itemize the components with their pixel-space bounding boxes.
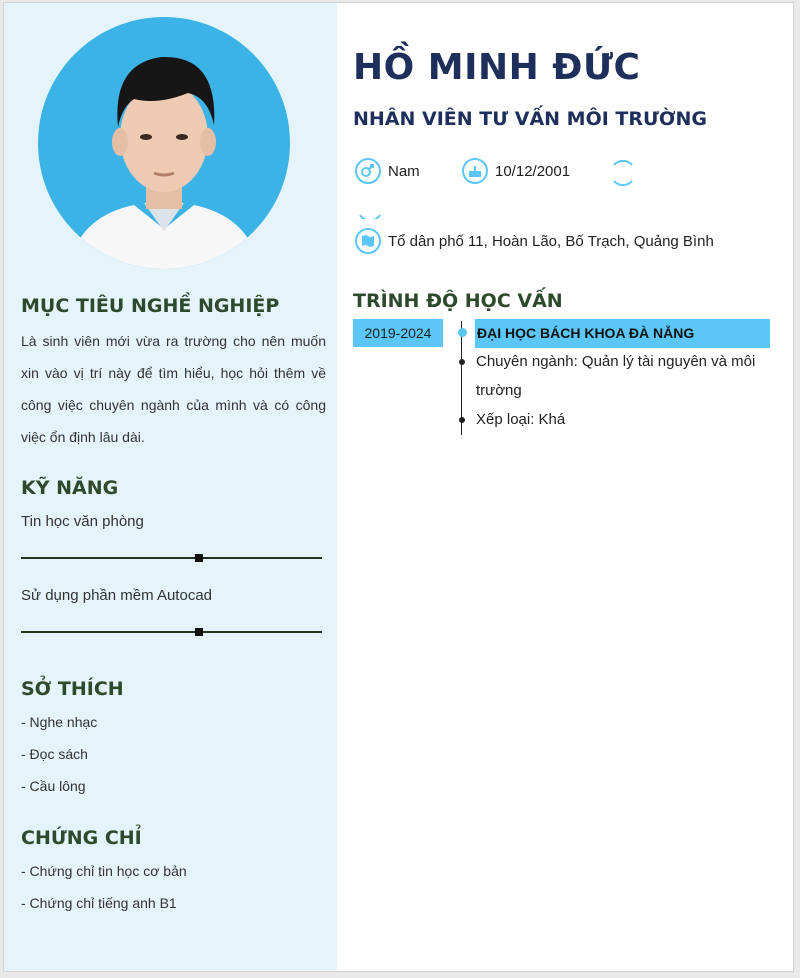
skill-level-knob: [195, 554, 203, 562]
page-title: HỒ MINH ĐỨC: [353, 47, 641, 88]
skill-bar: [21, 631, 322, 633]
hobbies-title: SỞ THÍCH: [21, 678, 124, 700]
education-major: Chuyên ngành: Quản lý tài nguyên và môi trường: [476, 353, 756, 399]
certificates-title: CHỨNG CHỈ: [21, 827, 142, 849]
education-grade: Xếp loại: Khá: [476, 411, 566, 428]
list-item: - Chứng chỉ tiếng anh B1: [21, 895, 177, 911]
email-icon: [356, 203, 384, 219]
gender-icon: [354, 157, 382, 185]
list-item: - Chứng chỉ tin học cơ bản: [21, 863, 187, 879]
birthday-cake-icon: [461, 157, 489, 185]
skill-level-knob: [195, 628, 203, 636]
job-title: NHÂN VIÊN TƯ VẤN MÔI TRƯỜNG: [353, 108, 707, 130]
birthday-value: 10/12/2001: [495, 162, 571, 180]
sidebar: [4, 3, 337, 971]
skill-name: Tin học văn phòng: [21, 513, 144, 530]
certificates-list: [21, 855, 187, 919]
gender-info: [354, 157, 420, 185]
phone-icon: [610, 159, 636, 187]
list-item: - Nghe nhạc: [21, 714, 98, 730]
education-period: 2019-2024: [353, 319, 443, 347]
skill-bar: [21, 557, 322, 559]
list-item: - Đọc sách: [21, 746, 88, 762]
gender-value: Nam: [388, 162, 420, 180]
timeline-bullet: [459, 417, 465, 423]
hobbies-list: [21, 706, 97, 802]
list-item: - Cầu lông: [21, 778, 86, 794]
timeline-bullet: [459, 359, 465, 365]
skill-name: Sử dụng phần mềm Autocad: [21, 587, 213, 604]
address-info: [354, 227, 714, 255]
timeline-dot: [458, 328, 467, 337]
school-name: ĐẠI HỌC BÁCH KHOA ĐÀ NẴNG: [475, 319, 770, 348]
objective-title: MỤC TIÊU NGHỀ NGHIỆP: [21, 295, 280, 317]
avatar: [38, 17, 290, 269]
objective-text: Là sinh viên mới vừa ra trường cho nên muốn xin vào vị trí này để tìm hiểu, học hỏi thêm về công việc chuyên ngành của mình và có công việc ổn định lâu dài.: [21, 333, 326, 445]
address-value: Tổ dân phố 11, Hoàn Lão, Bố Trạch, Quảng Bình: [388, 232, 714, 250]
birthday-info: [461, 157, 570, 185]
map-icon: [354, 227, 382, 255]
education-title: TRÌNH ĐỘ HỌC VẤN: [353, 290, 563, 312]
cv-page: [3, 2, 794, 972]
skills-title: KỸ NĂNG: [21, 477, 119, 499]
